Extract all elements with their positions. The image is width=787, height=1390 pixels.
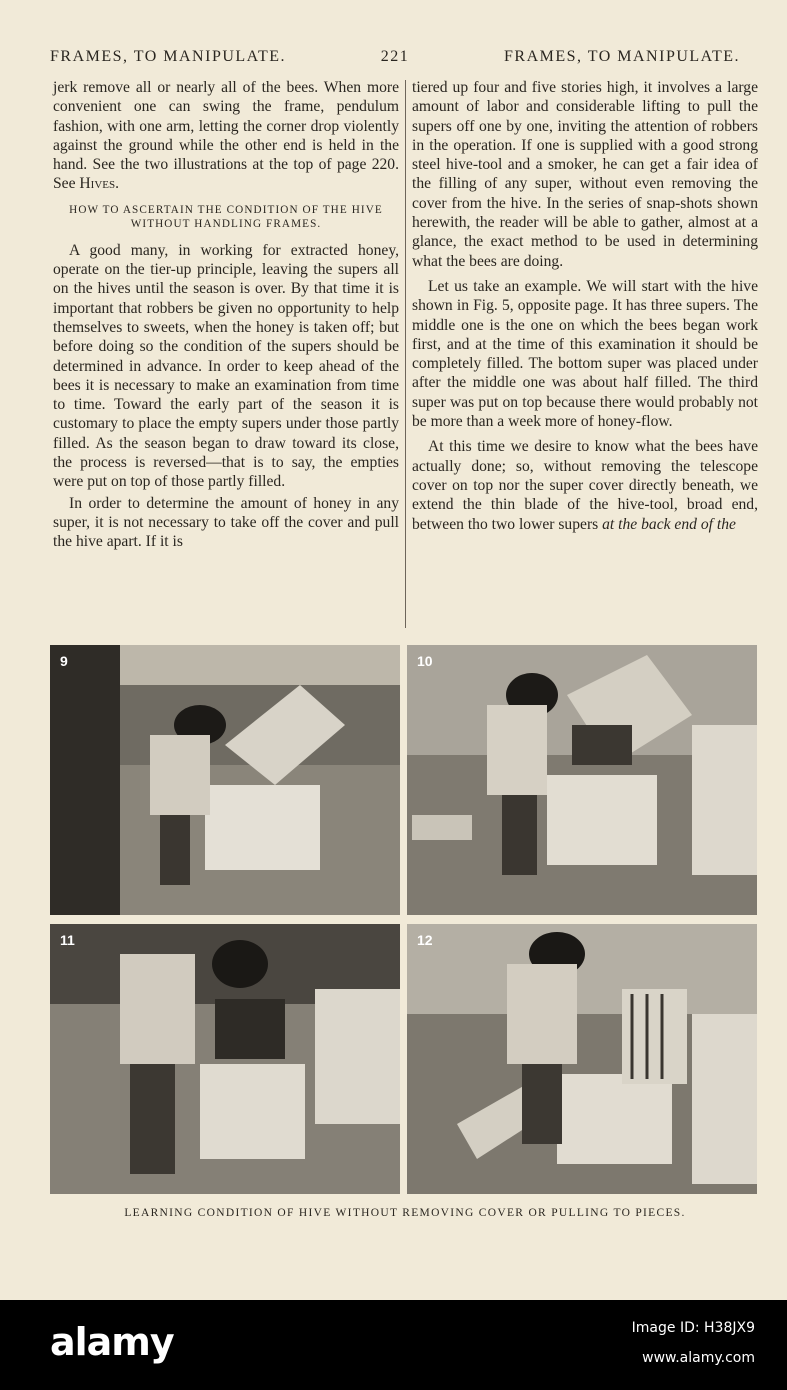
running-head-left: FRAMES, TO MANIPULATE. [50,48,286,65]
left-paragraph-3: In order to determine the amount of honey in any super, it is not necessary to take off the cover and pull the hive apart. If it is [53,494,399,551]
left-paragraph-2: A good many, in working for extracted honey, operate on the tier-up principle, leaving the supers all on the hives until the season is over. By that time it is important that robbers be given no opportunity to help themselves to sweets, when the honey is taken off; but before doing so the condition of the supers should be determined in advance. In order to keep ahead of the bees it is necessary to make an examination from time to time. Toward the early part of the season it is customary to place the empty supers under those partly filled. As the season began to draw toward its close, the process is reversed—that is to say, the empties were put on top of those partly filled. [53,241,399,491]
right-column [412,78,758,534]
stock-footer [0,1300,787,1390]
photo-11 [50,924,400,1194]
photo-10 [407,645,757,915]
photo-12-scene [407,924,757,1194]
photo-number: 11 [60,932,75,948]
photo-9 [50,645,400,915]
right-paragraph-2: Let us take an example. We will start with the hive shown in Fig. 5, opposite page. It has three supers. The middle one is the one on which the bees began work first, and at the time of this examination it should be completely filled. The bottom super was placed under after the middle one was about half filled. The third super was put on top because there would probably not be more than a week more of honey-flow. [412,277,758,431]
image-id: Image ID: H38JX9 [631,1320,755,1336]
photo-9-scene [50,645,400,915]
right-paragraph-3: At this time we desire to know what the bees have actually done; so, without removing the telescope cover on top nor the super cover directly beneath, we extend the thin blade of the hive-tool, broad end, between tho two lower supers at the back end of the [412,438,758,533]
photo-number: 9 [60,653,68,669]
right-paragraph-1: tiered up four and five stories high, it involves a large amount of labor and considerable lifting to pull the supers off one by one, inviting the attention of robbers in the operation. If one is supplied with a good strong steel hive-tool and a smoker, he can get a fair idea of the filling of any super, without even removing the cover from the hive. In the series of snap-shots shown herewith, the reader will be able to gather, almost at a glance, the exact method to be used in determining what the bees are doing. [412,79,758,270]
photo-number: 12 [417,932,433,948]
cross-reference-hives: Hives [79,175,116,193]
photo-10-scene [407,645,757,915]
running-head-right: FRAMES, TO MANIPULATE. [504,48,740,65]
left-column [53,78,399,552]
photo-12 [407,924,757,1194]
running-head [50,48,740,66]
photo-11-scene [50,924,400,1194]
photo-number: 10 [417,653,433,669]
section-subhead: HOW TO ASCERTAIN THE CONDITION OF THE HIVE WITHOUT HANDLING FRAMES. [69,203,383,230]
footer-url[interactable]: www.alamy.com [642,1350,755,1366]
left-paragraph-1: jerk remove all or nearly all of the bees. When more convenient one can swing the frame, pendulum fashion, with one arm, letting the corner drop violently against the ground while the other end is held in the hand. See the two illustrations at the top of page 220. See Hives. [53,79,399,193]
page-number: 221 [380,48,410,65]
alamy-logo: alamy [50,1320,174,1364]
figure-caption: LEARNING CONDITION OF HIVE WITHOUT REMOVING COVER OR PULLING TO PIECES. [124,1207,686,1219]
column-divider [405,80,406,628]
